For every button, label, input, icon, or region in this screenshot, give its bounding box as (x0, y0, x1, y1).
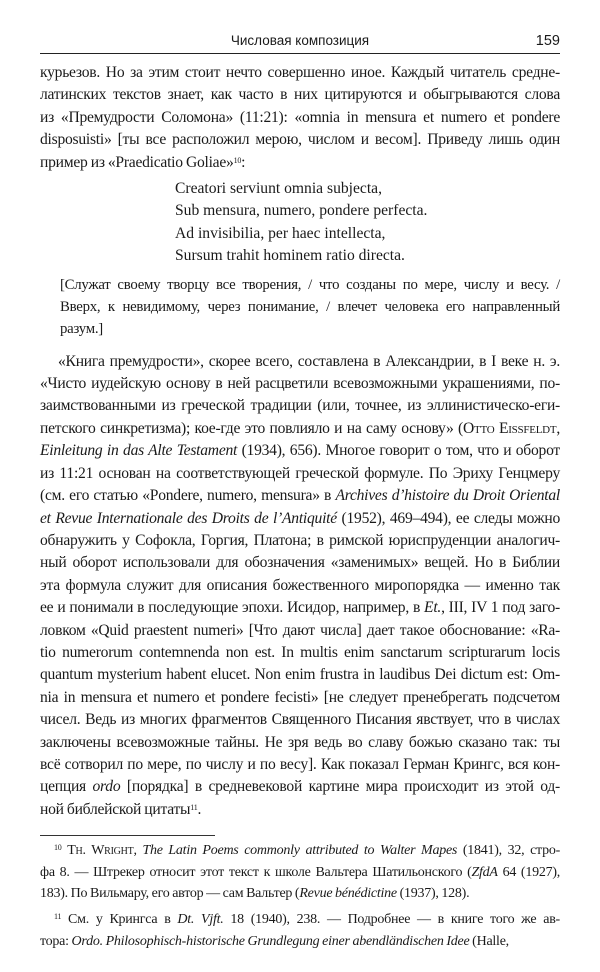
paragraph2-line (40, 687, 560, 709)
text-run: Th. Wright (67, 843, 134, 859)
footnotes-line (40, 883, 560, 905)
text-run: (1952), 469–494), ее следы можно (336, 509, 560, 527)
paragraph-1 (40, 62, 560, 174)
verse-line: Sursum trahit hominem ratio directa. (175, 247, 405, 265)
text-run: фа 8. — Штрекер относит этот текст к школе Вальтера Шатильонского ( (40, 864, 472, 880)
paragraph2-line (40, 754, 560, 776)
paragraph2-line (40, 530, 560, 552)
text-run: «Книга премудрости», скорее всего, составлена в Александрии, в I веке н. э. (58, 352, 560, 370)
text-run: Archives d’histoire du Droit Oriental (335, 487, 561, 505)
text-run: ZfdA (471, 864, 498, 880)
translation-line (40, 318, 560, 340)
translation-line (40, 274, 560, 296)
paragraph1-line (40, 62, 560, 84)
paragraph2-line (40, 373, 560, 395)
text-run: nia in mensura et numero et pondere fecisti» [не следует пренебрегать подсчетом (40, 688, 560, 706)
text-run: чисел. Ведь из многих фрагментов Священного Писания явствует, что в числах (40, 711, 560, 729)
paragraph1-line (40, 129, 560, 151)
footnotes (40, 840, 560, 952)
text-run: ный оборот использовали для обозначения «заменимых» вещей. Но в Библии (40, 554, 560, 572)
running-title: Числовая композиция (230, 33, 370, 48)
text-run: Dt. Vjft. (177, 911, 224, 927)
text-run: ее и понимали в последующие эпохи. Исидор, например, в (40, 599, 425, 617)
text-run: ловком «Quid praestent numeri» [Что дают числа] дает такое обоснование: «Ra- (40, 621, 560, 639)
text-run: (Halle, (469, 933, 509, 949)
paragraph2-line (40, 575, 560, 597)
text-run: disposuisti» [ты все расположил мерою, числом и весом]. Приведу лишь один (40, 131, 560, 149)
text-run: , (556, 419, 560, 437)
text-run: эта формула служит для описания божественного миропорядка — именно так (40, 576, 560, 594)
paragraph2-line (40, 597, 560, 619)
footnotes-line (40, 931, 560, 953)
paragraph2-line (40, 440, 560, 462)
footnotes-line (40, 909, 560, 931)
text-run: : (241, 153, 246, 171)
text-run: курьезов. Но за этим стоит нечто совершенно иное. Каждый читатель средне- (40, 64, 560, 81)
text-run: Einleitung in das Alte Testament (40, 442, 238, 460)
text-run: (1934), 656). Многое говорит о том, что и оборот (237, 442, 560, 460)
verse-line: Ad invisibilia, per haec intellecta, (175, 224, 386, 242)
footnotes-line (40, 862, 560, 884)
text-run: 183). По Вильмару, его автор — сам Вальтер ( (40, 886, 300, 902)
text-run: тора: (40, 933, 72, 949)
text-run: разум.] (60, 320, 103, 337)
footnote-ref: 10 (54, 843, 62, 853)
text-run: См. у Крингса в (61, 911, 178, 927)
paragraph2-line (40, 508, 560, 530)
translation-line (40, 296, 560, 318)
paragraph1-line (40, 152, 560, 174)
paragraph2-line (40, 552, 560, 574)
text-run: [порядка] в средневековой картине мира происходит из этой од- (120, 778, 560, 796)
paragraph2-line (40, 418, 560, 440)
text-run: «Чисто иудейскую основу в ней расцветили всевозможными украшениями, по- (40, 375, 560, 393)
text-run: пример из «Praedicatio Goliae» (40, 153, 234, 171)
text-run: quantum mysterium habent elucet. Non enim frustra in laudibus Dei dictum est: Om- (40, 666, 560, 684)
paragraph-2 (40, 351, 560, 822)
verse-translation (40, 274, 560, 340)
text-run: . (197, 800, 202, 818)
text-run: , III, IV 1 под заго- (441, 599, 560, 617)
text-run: 64 (1927), (497, 864, 560, 880)
text-run: Ordo. Philosophisch-historische Grundlegung einer abendländischen Idee (71, 933, 470, 949)
text-run: ной библейской цитаты (40, 800, 191, 818)
text-run: et Revue Internationale des Droits de l’Antiquité (40, 509, 337, 527)
paragraph1-line (40, 107, 560, 129)
running-header (40, 31, 560, 54)
text-run: (1937), 128). (396, 886, 470, 902)
paragraph2-line (40, 799, 560, 821)
page-number: 159 (535, 33, 560, 49)
text-run: tio numerorum contemnenda non est. In multis enim sanctarum scripturarum locis (40, 643, 560, 661)
text-run: 18 (1940), 238. — Подробнее — в книге того же ав- (223, 911, 560, 927)
text-run: заимствованными из греческой традиции (или, точнее, из эллинистическо-еги- (40, 397, 560, 415)
text-run: латинских текстов знает, как часто в них цитируются и обыгрываются слова (40, 86, 560, 104)
text-run: Otto Eissfeldt (463, 419, 557, 437)
paragraph2-line (40, 485, 560, 507)
paragraph2-line (40, 732, 560, 754)
footnote-ref: 11 (54, 911, 62, 921)
footnotes-line (40, 840, 560, 862)
text-run: The Latin Poems commonly attributed to Walter Mapes (142, 843, 458, 859)
text-run: Revue bénédictine (299, 886, 397, 902)
text-run: (1841), 32, стро- (457, 843, 560, 859)
paragraph2-line (40, 463, 560, 485)
paragraph2-line (40, 620, 560, 642)
paragraph2-line (40, 642, 560, 664)
paragraph2-line (40, 664, 560, 686)
verse-line: Sub mensura, numero, pondere perfecta. (175, 202, 428, 220)
text-run: всё сотворил по мере, по числу и по весу]. Как показал Герман Крингс, вся кон- (40, 755, 560, 773)
text-run: петского синкретизма); кое-где это повлияло и на саму основу» ( (40, 419, 463, 437)
footnote-ref: 10 (233, 155, 242, 165)
text-run: (см. его статью «Pondere, numero, mensura» в (40, 487, 336, 505)
text-run: , (133, 843, 143, 859)
paragraph2-line (40, 351, 560, 373)
text-run: из «Премудрости Соломона» (11:21): «omnia in mensura et numero et pondere (40, 108, 560, 126)
text-run: ordo (92, 778, 121, 796)
text-run: Et. (424, 599, 442, 617)
latin-verse (40, 178, 560, 268)
footnote-ref: 11 (190, 802, 198, 812)
paragraph2-line (40, 776, 560, 798)
paragraph1-line (40, 84, 560, 106)
paragraph2-line (40, 709, 560, 731)
text-run: заключены всевозможные тайны. Не зря ведь во славу божью сказано так: ты (40, 733, 560, 751)
text-run: [Служат своему творцу все творения, / что созданы по мере, числу и весу. / (60, 276, 560, 293)
text-run: цепция (40, 778, 93, 796)
text-run: Вверх, к невидимому, через понимание, / влечет человека его направленный (60, 298, 560, 315)
footnote-separator (40, 835, 215, 836)
paragraph2-line (40, 395, 560, 417)
verse-line: Creatori serviunt omnia subjecta, (175, 180, 382, 198)
text-run: обнаружить у Софокла, Горгия, Платона; в римской юриспруденции аналогич- (40, 531, 560, 549)
text-run: из 11:21 основан на соответствующей греческой формуле. По Эриху Генцмеру (40, 464, 560, 482)
